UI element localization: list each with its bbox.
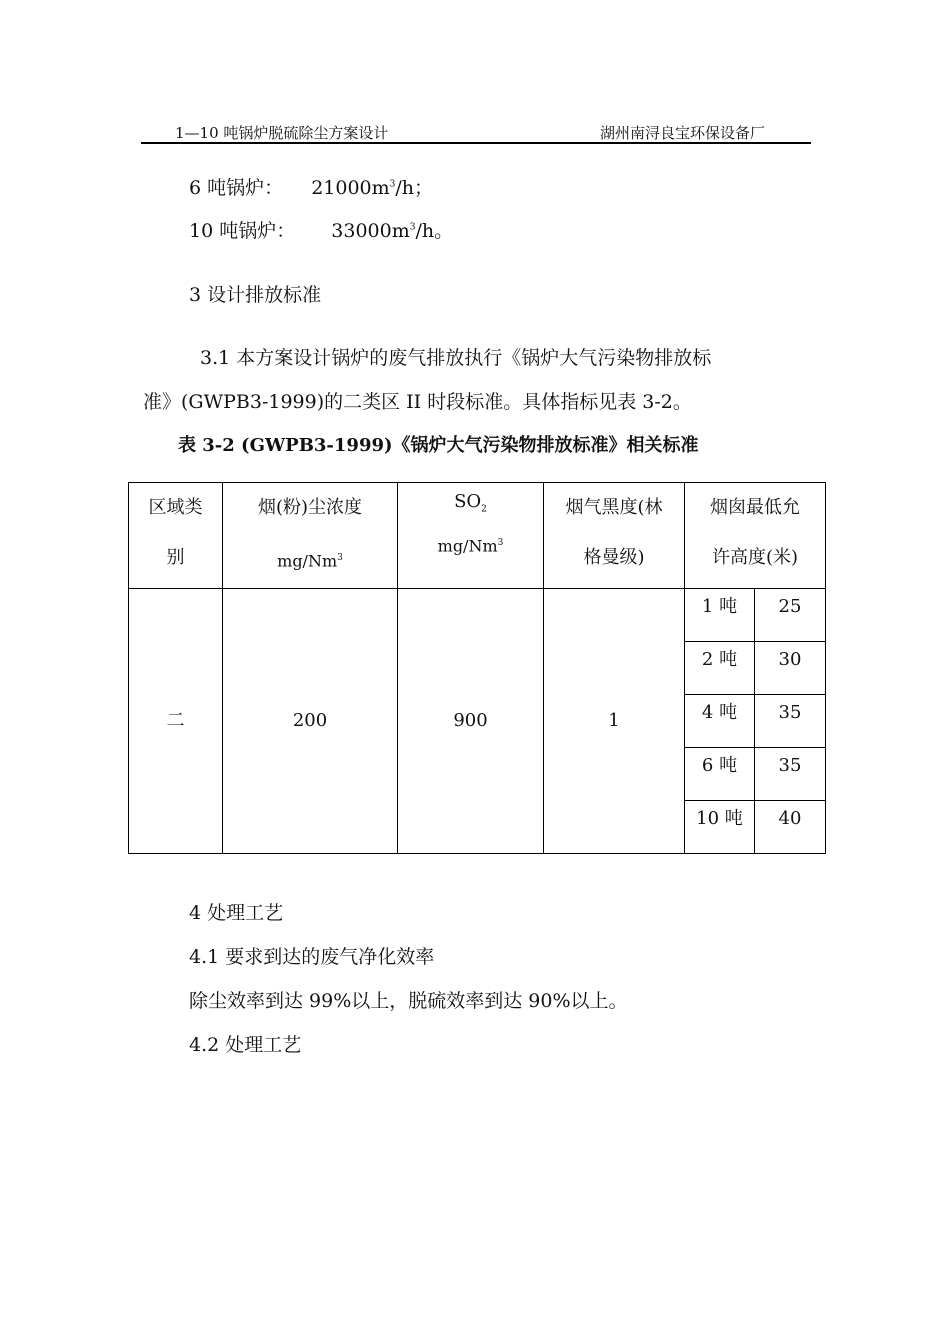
cell-tonnage: 10 吨 [685, 801, 755, 854]
cell-height: 35 [755, 748, 826, 801]
flow-sup: 3 [389, 179, 396, 190]
cell-tonnage: 2 吨 [685, 642, 755, 695]
header-zone-l1: 区域类 [148, 497, 203, 518]
cell-height: 35 [755, 695, 826, 748]
flow-value: 33000m [331, 220, 410, 242]
flow-unit: /h； [395, 177, 434, 199]
section3-para-line1: 3.1 本方案设计锅炉的废气排放执行《锅炉大气污染物排放标 [200, 347, 712, 369]
header-so2-sub: 2 [481, 504, 487, 515]
header-dust-unit [223, 533, 397, 586]
section3-para-line2: 准》(GWPB3-1999)的二类区 II 时段标准。具体指标见表 3-2。 [143, 391, 692, 413]
cell-tonnage: 1 吨 [685, 589, 755, 642]
flow-label: 10 吨锅炉： [189, 220, 296, 242]
header-zone [129, 483, 223, 589]
cell-dust: 200 [223, 589, 398, 854]
header-dust-unit-sup: 3 [337, 553, 343, 563]
header-black [544, 483, 685, 589]
header-zone-l2: 别 [166, 547, 185, 568]
flow-label: 6 吨锅炉： [189, 177, 284, 199]
section3-heading: 3 设计排放标准 [189, 284, 322, 306]
header-stack-l2: 许高度(米) [711, 547, 799, 568]
section4-sub1: 4.1 要求到达的废气净化效率 [189, 946, 435, 968]
table-header-row [129, 483, 826, 589]
header-dust-l1: 烟(粉)尘浓度 [257, 497, 363, 518]
header-left: 1—10 吨锅炉脱硫除尘方案设计 [175, 124, 389, 142]
header-so2-unit-text: mg/Nm [437, 535, 498, 555]
header-stack-l1: 烟囱最低允 [710, 497, 800, 518]
header-so2-unit [398, 525, 543, 564]
section4-sub2: 4.2 处理工艺 [189, 1034, 302, 1056]
header-rule [141, 142, 811, 144]
header-so2-text: SO [454, 491, 482, 512]
cell-black: 1 [544, 589, 685, 854]
header-so2-unit-sup: 3 [497, 537, 504, 548]
cell-tonnage: 6 吨 [685, 748, 755, 801]
cell-zone: 二 [129, 589, 223, 854]
section4-heading: 4 处理工艺 [189, 902, 284, 924]
header-black-l2: 格曼级) [583, 547, 645, 568]
header-black-l1: 烟气黑度(林 [565, 497, 663, 518]
flow-line-6t [189, 173, 433, 200]
table-row [129, 589, 826, 642]
cell-height: 25 [755, 589, 826, 642]
cell-tonnage: 4 吨 [685, 695, 755, 748]
header-so2 [398, 483, 544, 589]
header-so2-formula [398, 483, 543, 525]
emission-standards-table [128, 482, 826, 854]
table-caption: 表 3-2 (GWPB3-1999)《锅炉大气污染物排放标准》相关标准 [178, 435, 699, 456]
flow-sup: 3 [409, 222, 416, 233]
cell-so2: 900 [398, 589, 544, 854]
cell-height: 40 [755, 801, 826, 854]
header-stack [685, 483, 826, 589]
flow-unit: /h。 [415, 220, 454, 242]
header-dust [223, 483, 398, 589]
flow-value: 21000m [311, 177, 390, 199]
header-dust-unit-text: mg/Nm [277, 551, 338, 571]
header-right: 湖州南浔良宝环保设备厂 [600, 124, 766, 142]
section4-efficiency: 除尘效率到达 99%以上，脱硫效率到达 90%以上。 [189, 990, 628, 1012]
cell-height: 30 [755, 642, 826, 695]
flow-line-10t [189, 216, 453, 243]
